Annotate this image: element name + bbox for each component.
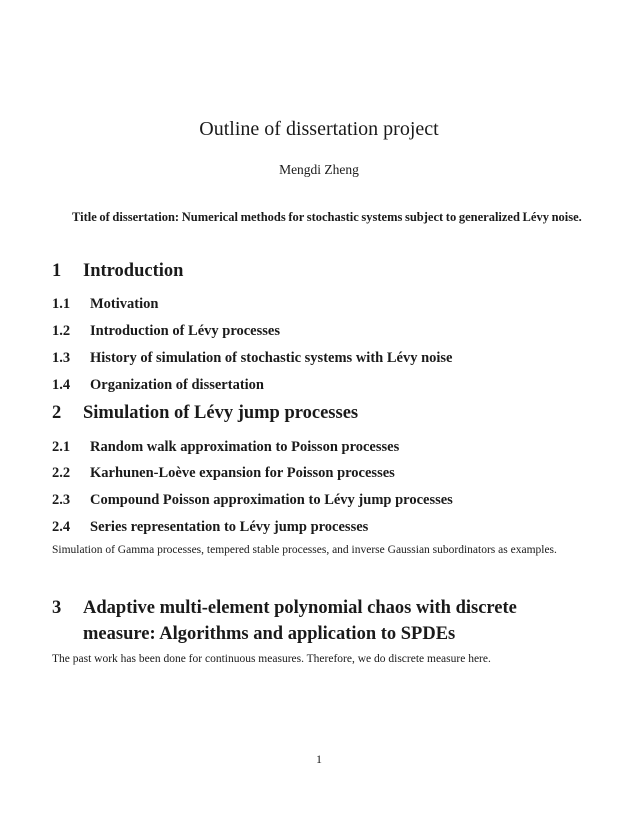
section-number: 2 [52,403,62,423]
section-3-paragraph: The past work has been done for continuous measures. Therefore, we do discrete measure here. [52,653,491,665]
subsection-title: Introduction of Lévy processes [90,323,280,339]
section-1-heading [52,261,183,282]
subsection-1-4 [52,377,264,394]
subsection-title: Series representation to Lévy jump processes [90,519,369,535]
subsection-number: 2.1 [52,439,71,455]
subsection-2-2 [52,465,395,482]
subsection-title: Organization of dissertation [90,377,264,393]
section-title: Introduction [83,261,184,281]
subsection-title: History of simulation of stochastic systems with Lévy noise [90,350,453,366]
section-title-line-2: measure: Algorithms and application to SPDEs [83,624,456,644]
section-2-paragraph: Simulation of Gamma processes, tempered stable processes, and inverse Gaussian subordinators as examples. [52,544,557,556]
section-number: 1 [52,261,62,281]
subsection-2-4 [52,519,368,536]
section-3-heading [52,595,587,647]
subsection-1-2 [52,323,280,340]
document-title: Outline of dissertation project [199,118,439,140]
subsection-1-1 [52,296,158,313]
subsection-number: 2.2 [52,465,71,481]
subsection-number: 1.3 [52,350,71,366]
dissertation-title: Title of dissertation: Numerical methods for stochastic systems subject to generalized Lévy noise. [72,210,582,224]
section-title-line-1: Adaptive multi-element polynomial chaos with discrete [83,598,517,618]
subsection-number: 1.2 [52,323,71,339]
subsection-1-3 [52,350,453,367]
section-2-heading [52,403,358,424]
subsection-title: Compound Poisson approximation to Lévy jump processes [90,492,453,508]
subsection-2-3 [52,492,453,509]
subsection-number: 2.3 [52,492,71,508]
subsection-title: Motivation [90,296,159,312]
page-number: 1 [316,752,322,766]
subsection-title: Karhunen-Loève expansion for Poisson processes [90,465,395,481]
section-number: 3 [52,598,62,618]
subsection-2-1 [52,439,399,456]
section-title: Simulation of Lévy jump processes [83,403,359,423]
subsection-number: 1.4 [52,377,71,393]
subsection-number: 1.1 [52,296,71,312]
document-author: Mengdi Zheng [279,162,359,177]
subsection-title: Random walk approximation to Poisson processes [90,439,400,455]
subsection-number: 2.4 [52,519,71,535]
